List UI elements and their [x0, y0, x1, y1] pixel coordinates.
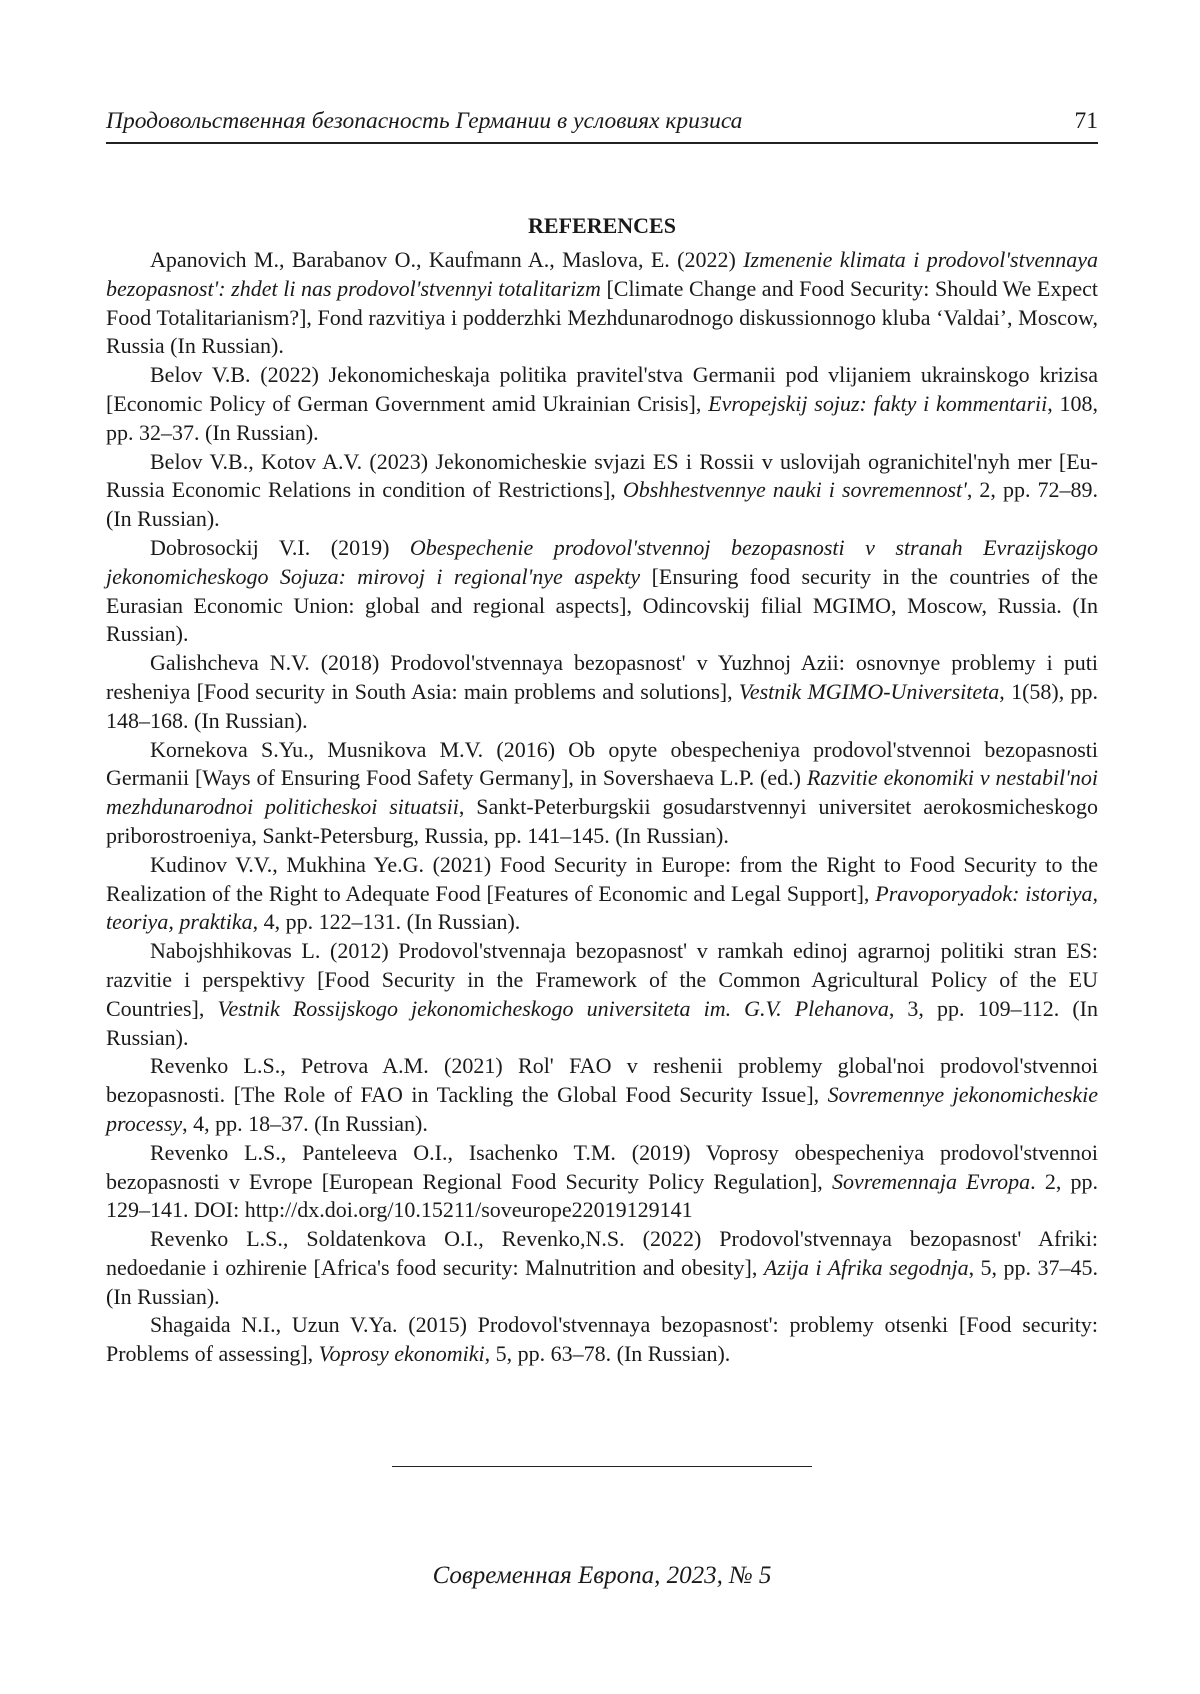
reference-text: , 2, pp. 72–89. (In Russian).	[106, 477, 1099, 532]
reference-entry	[106, 937, 1098, 1052]
references-heading: REFERENCES	[528, 213, 676, 238]
reference-text: Belov V.B. (2022) Jekonomicheskaja politika pravitel'stva Germanii pod vlijaniem ukrainskogo krizisa [Economic Policy of German Government amid Ukrainian Crisis],	[106, 362, 1098, 416]
reference-text: Kudinov V.V., Mukhina Ye.G. (2021) Food Security in Europe: from the Right to Food Security to the Realization of the Right to Adequate Food [Features of Economic and Legal Support],	[106, 851, 1098, 906]
reference-text: Dobrosockij V.I. (2019)	[150, 534, 410, 560]
reference-title: Pravoporyadok: istoriya, teoriya, praktika	[106, 880, 1099, 935]
reference-entry	[106, 649, 1098, 735]
reference-text: Nabojshhikovas L. (2012) Prodovol'stvennaja bezopasnost' v ramkah edinoj agrarnoj politiki stran ES: razvitie i perspektivy [Food Security in the Framework of the Common Agricultural Policy of the EU Countries],	[106, 938, 1098, 1021]
reference-text: , 3, pp. 109–112. (In Russian).	[106, 995, 1098, 1050]
reference-entry	[106, 1139, 1098, 1225]
reference-title: Izmenenie klimata i prodovol'stvennaya bezopasnost': zhdet li nas prodovol'stvennyi totalitarizm	[106, 247, 1099, 301]
reference-text: Galishcheva N.V. (2018) Prodovol'stvennaya bezopasnost' v Yuzhnoj Azii: osnovnye problemy i puti resheniya [Food security in South Asia: main problems and solutions],	[106, 650, 1098, 704]
reference-entry	[106, 1311, 1098, 1369]
footer-divider	[392, 1466, 812, 1467]
references-list	[106, 246, 1098, 1369]
reference-title: Vestnik Rossijskogo jekonomicheskogo universiteta im. G.V. Plehanova	[217, 995, 889, 1021]
reference-entry	[106, 736, 1098, 851]
reference-text: , 108, pp. 32–37. (In Russian).	[106, 390, 1098, 445]
reference-text: Shagaida N.I., Uzun V.Ya. (2015) Prodovol'stvennaya bezopasnost': problemy otsenki [Food security: Problems of assessing],	[106, 1312, 1098, 1367]
reference-text: , 5, pp. 63–78. (In Russian).	[484, 1341, 731, 1367]
reference-title: Evropejskij sojuz: fakty i kommentarii	[708, 390, 1048, 416]
reference-title: Vestnik MGIMO-Universiteta	[738, 678, 1000, 704]
reference-title: Sovremennaja Evropa	[831, 1168, 1031, 1194]
reference-entry	[106, 448, 1098, 534]
reference-text: Belov V.B., Kotov A.V. (2023) Jekonomicheskie svjazi ES i Rossii v uslovijah ogranichitel'nyh mer [Eu-Russia Economic Relations in condition of Restrictions],	[106, 448, 1098, 503]
reference-title: Sovremennye jekonomicheskie processy	[106, 1082, 1098, 1136]
reference-entry	[106, 361, 1098, 447]
running-header-title: Продовольственная безопасность Германии в условиях кризиса	[106, 108, 743, 134]
reference-text: , 4, pp. 18–37. (In Russian).	[182, 1110, 428, 1136]
reference-entry	[106, 1052, 1098, 1138]
reference-title: Azija i Afrika segodnja	[763, 1254, 969, 1280]
reference-text: , 1(58), pp. 148–168. (In Russian).	[106, 678, 1098, 733]
reference-text: . 2, pp. 129–141. DOI: http://dx.doi.org/10.15211/soveurope22019129141	[106, 1168, 1098, 1223]
reference-text: Revenko L.S., Panteleeva O.I., Isachenko T.M. (2019) Voprosy obespecheniya prodovol'stvennoi bezopasnosti v Evrope [European Regional Food Security Policy Regulation],	[106, 1139, 1098, 1194]
reference-entry	[106, 851, 1098, 937]
reference-text: Kornekova S.Yu., Musnikova M.V. (2016) Ob opyte obespecheniya prodovol'stvennoi bezopasnosti Germanii [Ways of Ensuring Food Safety Germany], in Sovershaeva L.P. (ed.)	[106, 736, 1098, 791]
journal-footer: Современная Европа, 2023, № 5	[432, 1562, 772, 1589]
reference-text: Apanovich M., Barabanov O., Kaufmann A., Maslova, E. (2022)	[150, 247, 744, 272]
page-number: 71	[1074, 108, 1098, 134]
reference-text: , 5, pp. 37–45. (In Russian).	[106, 1254, 1098, 1309]
reference-title: Razvitie ekonomiki v nestabil'noi mezhdunarodnoi politicheskoi situatsii	[106, 765, 1098, 820]
reference-title: Voprosy ekonomiki	[318, 1341, 485, 1367]
running-header	[106, 106, 1098, 144]
reference-text: [Ensuring food security in the countries of the Eurasian Economic Union: global and regional aspects], Odincovskij filial MGIMO, Moscow, Russia. (In Russian).	[106, 563, 1098, 647]
reference-text: Revenko L.S., Petrova A.M. (2021) Rol' FAO v reshenii problemy global'noi prodovol'stvennoi bezopasnosti. [The Role of FAO in Tackling the Global Food Security Issue],	[106, 1053, 1098, 1108]
reference-title: Obespechenie prodovol'stvennoj bezopasnosti v stranah Evrazijskogo jekonomicheskogo Sojuza: mirovoj i regional'nye aspekty	[106, 534, 1098, 589]
reference-text: , 4, pp. 122–131. (In Russian).	[252, 909, 521, 935]
reference-entry	[106, 246, 1098, 361]
reference-entry	[106, 534, 1098, 649]
reference-title: Obshhestvennye nauki i sovremennost'	[622, 477, 967, 503]
reference-entry	[106, 1225, 1098, 1311]
reference-text: [Climate Change and Food Security: Should We Expect Food Totalitarianism?], Fond razvitiya i podderzhki Mezhdunarodnogo diskussionnogo kluba ‘Valdai’, Moscow, Russia (In Russian).	[106, 275, 1098, 359]
reference-text: , Sankt-Peterburgskii gosudarstvennyi universitet aerokosmicheskogo priborostroeniya, Sankt-Petersburg, Russia, pp. 141–145. (In Russian).	[106, 794, 1098, 848]
reference-text: Revenko L.S., Soldatenkova O.I., Revenko,N.S. (2022) Prodovol'stvennaya bezopasnost' Afriki: nedoedanie i ozhirenie [Africa's food security: Malnutrition and obesity],	[106, 1226, 1098, 1280]
